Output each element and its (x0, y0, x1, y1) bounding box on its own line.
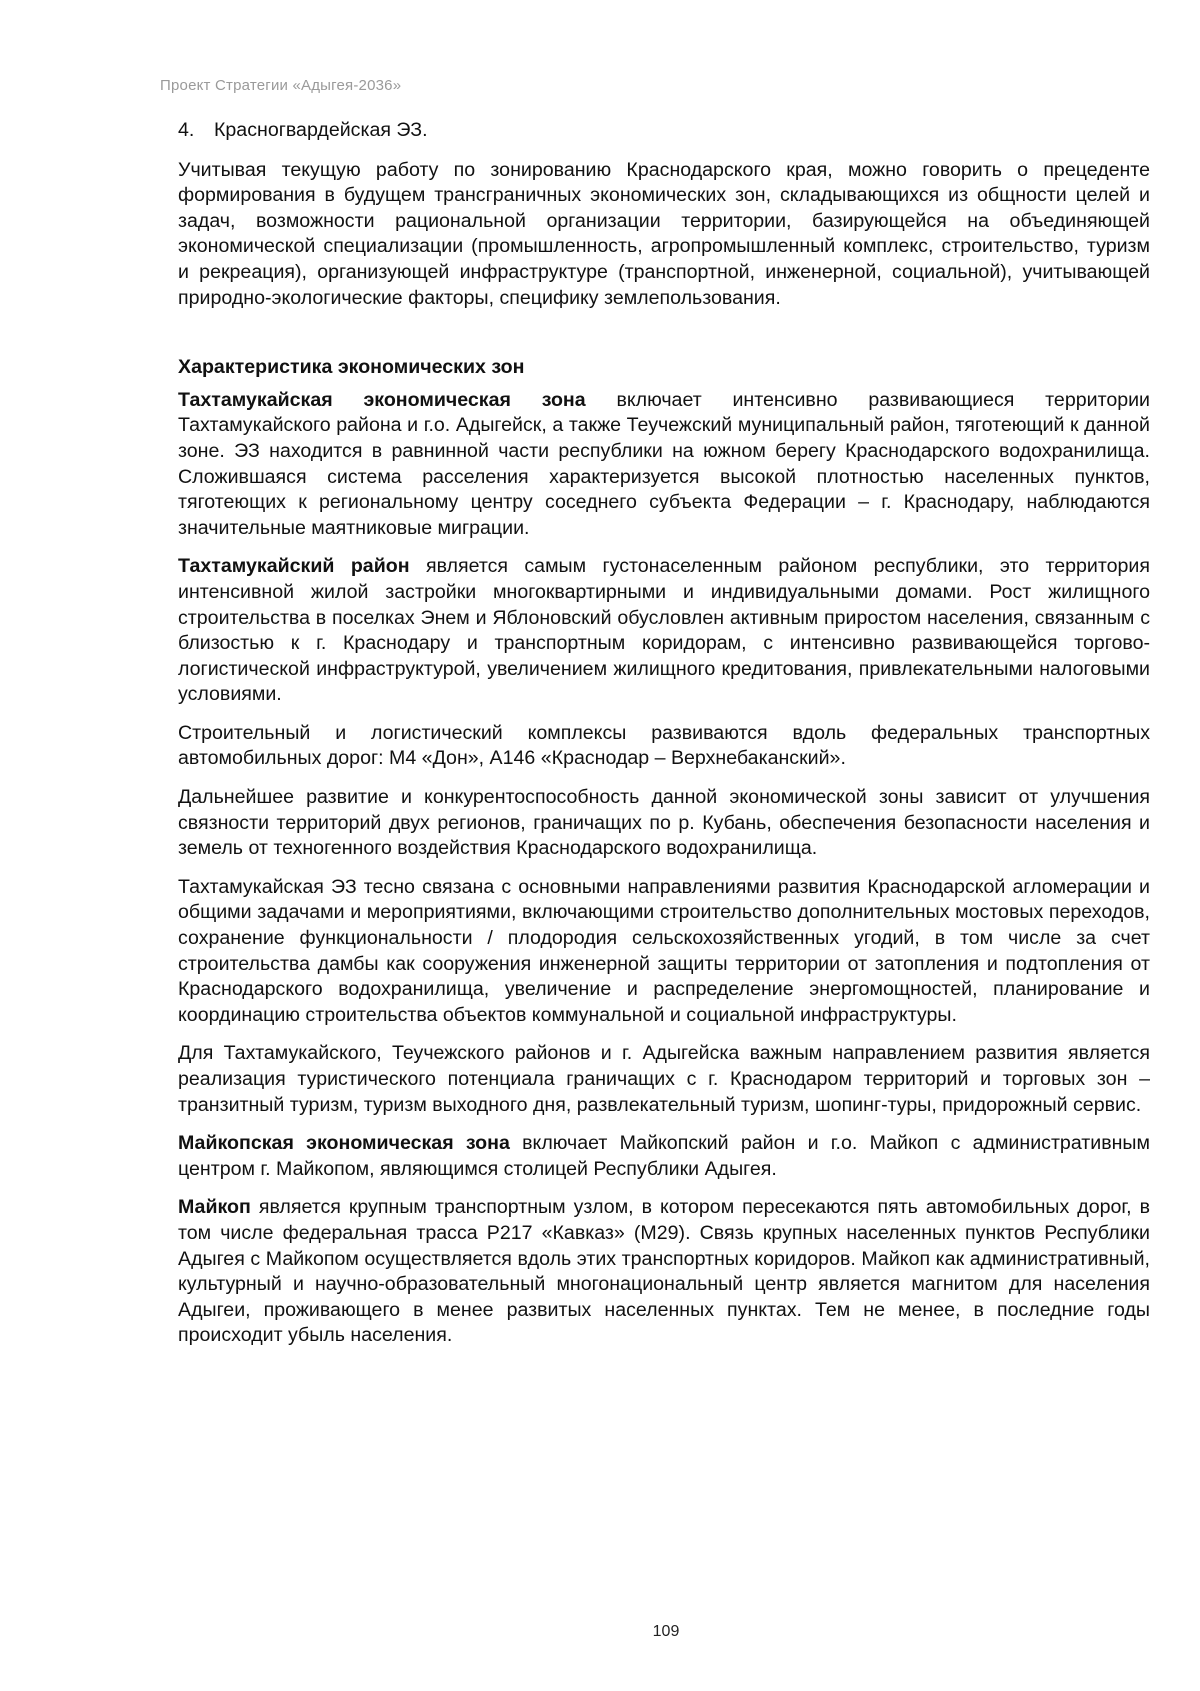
paragraph-takhtamukay-district (178, 554, 1150, 708)
paragraph-agglomeration: Тахтамукайская ЭЗ тесно связана с основными направлениями развития Краснодарской агломерации и общими задачами и мероприятиями, включающими строительство дополнительных мостовых переходов, сохранение функциональности / плодородия сельскохозяйственных угодий, в том числе за счет строительства дамбы как сооружения инженерной защиты территории от затопления и подтопления от Краснодарского водохранилища, увеличение и распределение энергомощностей, планирование и координацию строительства объектов коммунальной и социальной инфраструктуры. (178, 875, 1150, 1026)
paragraph-text: включает интенсивно развивающиеся территории Тахтамукайского района и г.о. Адыгейск, а также Теучежский муниципальный район, тяготеющий к данной зоне. ЭЗ находится в равнинной части республики на южном берегу Краснодарского водохранилища. Сложившаяся система расселения характеризуется высокой плотностью населенных пунктов, тяготеющих к региональному центру соседнего субъекта Федерации – г. Краснодару, наблюдаются значительные маятниковые миграции. (178, 388, 1151, 539)
intro-paragraph: Учитывая текущую работу по зонированию Краснодарского края, можно говорить о прецеденте формирования в будущем трансграничных экономических зон, складывающихся из общности целей и задач, возможности рациональной организации территории, базирующейся на объединяющей экономической специализации (промышленность, агропромышленный комплекс, строительство, туризм и рекреация), организующей инфраструктуре (транспортной, инженерной, социальной), учитывающей природно-экологические факторы, специфику землепользования. (178, 158, 1150, 309)
list-item-text: Красногвардейская ЭЗ. (214, 119, 428, 141)
paragraph-text: является крупным транспортным узлом, в котором пересекаются пять автомобильных дорог, в том числе федеральная трасса Р217 «Кавказ» (М29). Связь крупных населенных пунктов Республики Адыгея с Майкопом осуществляется вдоль этих транспортных коридоров. Майкоп как административный, культурный и научно-образовательный многонациональный центр является магнитом для населения Адыгеи, проживающего в менее развитых населенных пунктах. Тем не менее, в последние годы происходит убыль населения. (178, 1196, 1150, 1347)
paragraph-maykop-city (178, 1195, 1150, 1349)
page-content (178, 118, 1150, 1362)
list-item-number: 4. (178, 119, 195, 141)
paragraph-maykop-zone (178, 1131, 1150, 1182)
paragraph-competitiveness: Дальнейшее развитие и конкурентоспособность данной экономической зоны зависит от улучшения связности территорий двух регионов, граничащих по р. Кубань, обеспечения безопасности населения и земель от техногенного воздействия Краснодарского водохранилища. (178, 786, 1150, 860)
paragraph-lead-term: Майкопская экономическая зона (178, 1132, 510, 1155)
paragraph-lead-term: Майкоп (178, 1196, 251, 1219)
paragraph-lead-term: Тахтамукайская экономическая зона (178, 388, 586, 411)
list-item (178, 118, 1150, 144)
paragraph-lead-term: Тахтамукайский район (178, 555, 410, 578)
paragraph-logistics: Строительный и логистический комплексы развиваются вдоль федеральных транспортных автомобильных дорог: М4 «Дон», А146 «Краснодар – Верхнебаканский». (178, 721, 1150, 770)
paragraph-text: является самым густонаселенным районом республики, это территория интенсивной жилой застройки многоквартирными и индивидуальными домами. Рост жилищного строительства в поселках Энем и Яблоновский обусловлен активным приростом населения, связанным с близостью к г. Краснодару и транспортным коридорам, с интенсивно развивающейся торгово-логистической инфраструктурой, увеличением жилищного кредитования, привлекательными налоговыми условиями. (178, 555, 1150, 706)
paragraph-takhtamukay-zone (178, 388, 1150, 542)
section-heading: Характеристика экономических зон (178, 356, 525, 379)
paragraph-text: включает Майкопский район и г.о. Майкоп с административным центром г. Майкопом, являющимся столицей Республики Адыгея. (178, 1132, 1150, 1180)
running-header: Проект Стратегии «Адыгея-2036» (160, 77, 402, 94)
paragraph-tourism: Для Тахтамукайского, Теучежского районов и г. Адыгейска важным направлением развития является реализация туристического потенциала граничащих с г. Краснодаром территорий и торговых зон – транзитный туризм, туризм выходного дня, развлекательный туризм, шопинг-туры, придорожный сервис. (178, 1042, 1150, 1116)
page-number: 109 (652, 1623, 680, 1640)
